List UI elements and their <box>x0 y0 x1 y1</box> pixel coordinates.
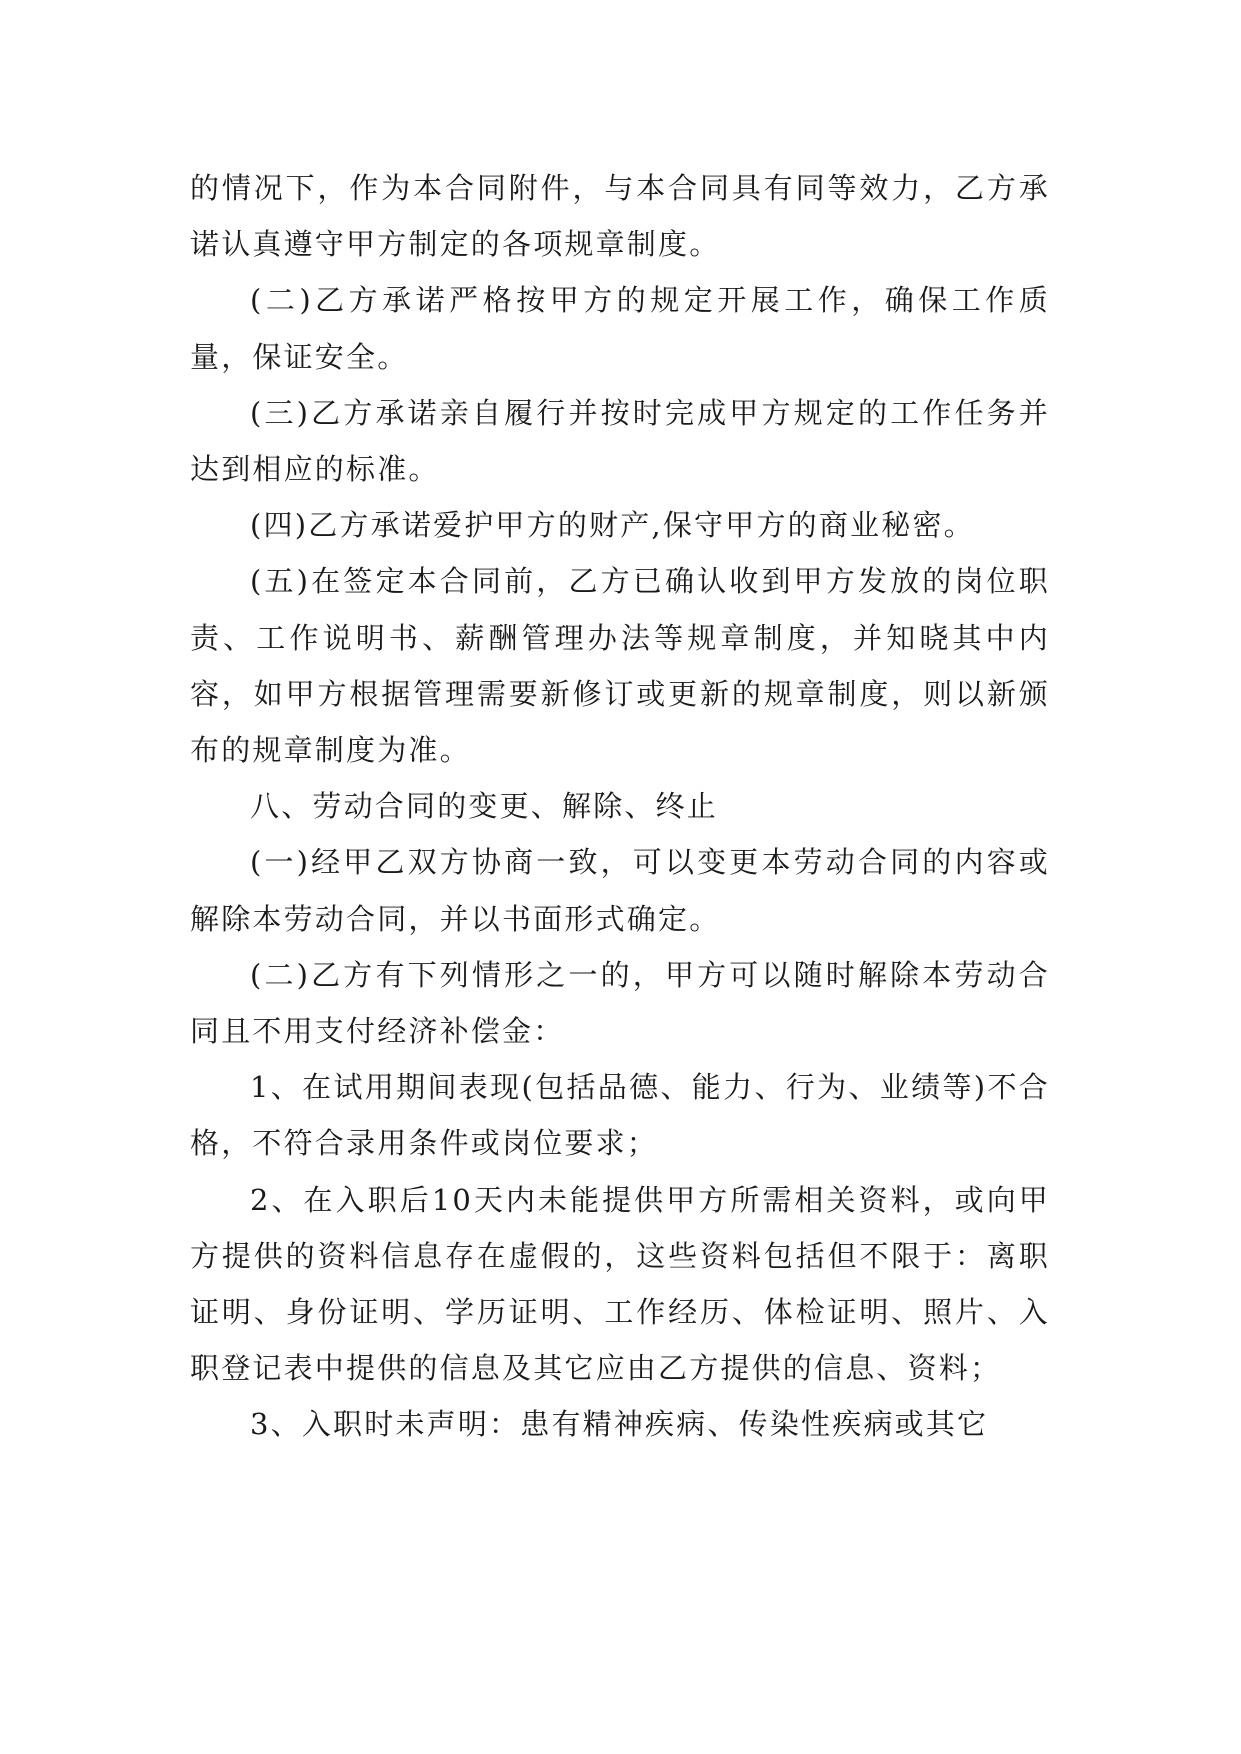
paragraph-8: (二)乙方有下列情形之一的，甲方可以随时解除本劳动合同且不用支付经济补偿金： <box>190 957 1050 1049</box>
section-heading: 八、劳动合同的变更、解除、终止 <box>250 789 719 824</box>
document-body <box>190 160 1050 1453</box>
paragraph-2: (二)乙方承诺严格按甲方的规定开展工作，确保工作质量，保证安全。 <box>190 283 1050 374</box>
paragraph-5: (五)在签定本合同前，乙方已确认收到甲方发放的岗位职责、工作说明书、薪酬管理办法等规章制度，并知晓其中内容，如甲方根据管理需要新修订或更新的规章制度，则以新颁布的规章制度为准。 <box>190 564 1050 768</box>
paragraph-1: 的情况下，作为本合同附件，与本合同具有同等效力，乙方承诺认真遵守甲方制定的各项规章制度。 <box>190 171 1050 262</box>
paragraph-7: (一)经甲乙双方协商一致，可以变更本劳动合同的内容或解除本劳动合同，并以书面形式确定。 <box>190 845 1050 936</box>
paragraph-9: 1、在试用期间表现(包括品德、能力、行为、业绩等)不合格，不符合录用条件或岗位要求； <box>190 1070 1050 1161</box>
paragraph-3: (三)乙方承诺亲自履行并按时完成甲方规定的工作任务并达到相应的标准。 <box>190 395 1050 487</box>
paragraph-10: 2、在入职后10天内未能提供甲方所需相关资料，或向甲方提供的资料信息存在虚假的，这些资料包括但不限于：离职证明、身份证明、学历证明、工作经历、体检证明、照片、入职登记表中提供的信息及其它应由乙方提供的信息、资料； <box>190 1182 1050 1386</box>
paragraph-4: (四)乙方承诺爱护甲方的财产,保守甲方的商业秘密。 <box>250 508 975 543</box>
paragraph-11: 3、入职时未声明：患有精神疾病、传染性疾病或其它 <box>250 1407 989 1442</box>
